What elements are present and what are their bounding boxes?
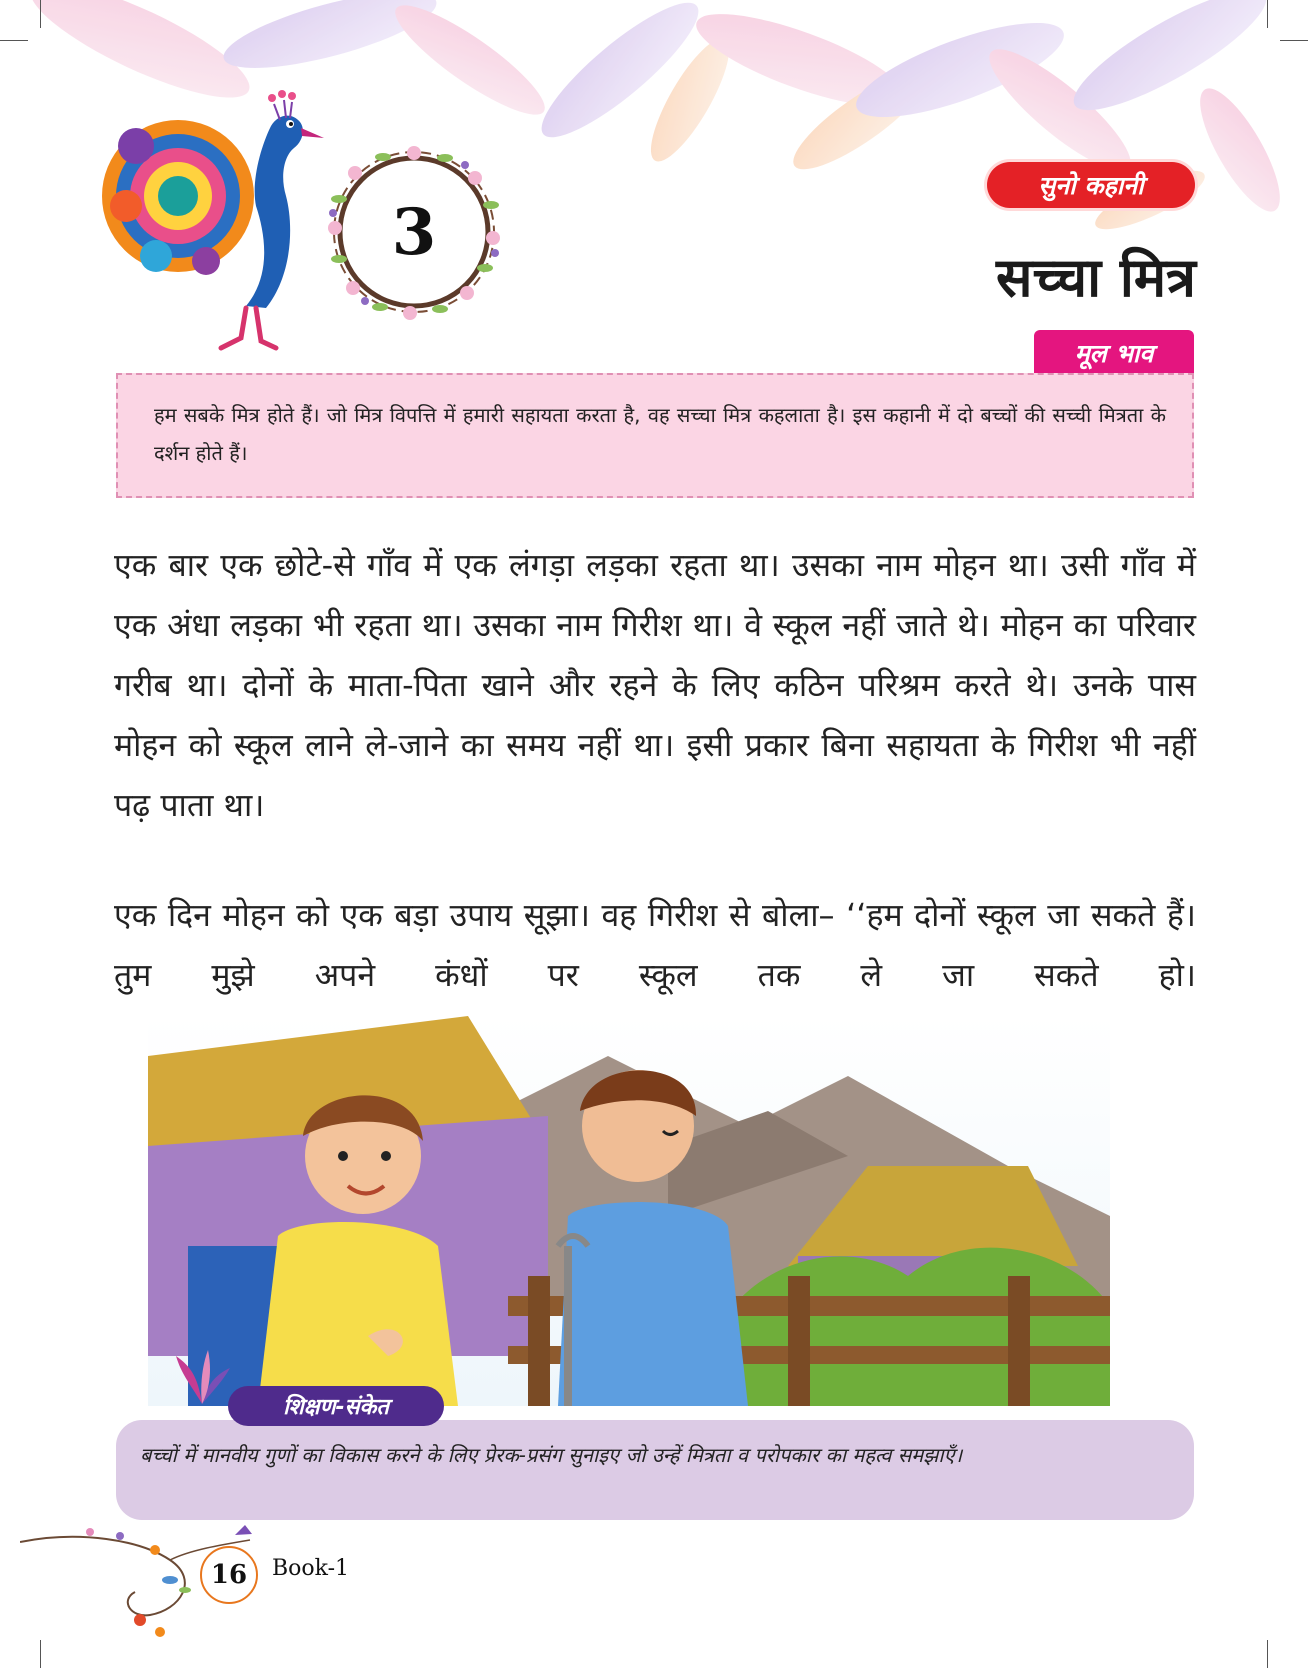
crop-mark	[1267, 1640, 1268, 1668]
story-body-continued	[114, 885, 1196, 1005]
teaching-hint-text: बच्चों में मानवीय गुणों का विकास करने के लिए प्रेरक-प्रसंग सुनाइए जो उन्हें मित्रता व परोपकार का महत्व समझाएँ।	[116, 1420, 1194, 1520]
page-number: 16	[200, 1546, 258, 1604]
chapter-number: 3	[391, 194, 437, 270]
teaching-hint-label: शिक्षण-संकेत	[228, 1386, 444, 1426]
flower-ornament-icon	[172, 1346, 232, 1406]
story-illustration	[148, 1016, 1110, 1406]
crop-mark	[40, 1640, 41, 1668]
chapter-title: सच्चा मित्र	[995, 246, 1196, 309]
category-label: सुनो कहानी	[987, 162, 1195, 208]
crop-mark	[0, 40, 28, 41]
story-paragraph: एक बार एक छोटे-से गाँव में एक लंगड़ा लड़का रहता था। उसका नाम मोहन था। उसी गाँव में एक अंधा लड़का भी रहता था। उसका नाम गिरीश था। वे स्कूल नहीं जाते थे। मोहन का परिवार गरीब था। दोनों के माता-पिता खाने और रहने के लिए कठिन परिश्रम करते थे। उनके पास मोहन को स्कूल लाने ले-जाने का समय नहीं था। इसी प्रकार बिना सहायता के गिरीश भी नहीं पढ़ पाता था।	[114, 546, 1196, 824]
crop-mark	[40, 0, 41, 28]
theme-text: हम सबके मित्र होते हैं। जो मित्र विपत्ति में हमारी सहायता करता है, वह सच्चा मित्र कहलाता है। इस कहानी में दो बच्चों की सच्ची मित्रता के दर्शन होते हैं।	[116, 373, 1194, 498]
theme-label: मूल भाव	[1034, 330, 1194, 376]
story-body	[114, 535, 1196, 835]
crop-mark	[1280, 40, 1308, 41]
crop-mark	[1267, 0, 1268, 28]
story-paragraph: एक दिन मोहन को एक बड़ा उपाय सूझा। वह गिरीश से बोला– ‘‘हम दोनों स्कूल जा सकते हैं। तुम मुझे अपने कंधों पर स्कूल तक ले जा सकते हो।	[114, 896, 1196, 994]
peacock-illustration	[96, 86, 328, 356]
book-label: Book-1	[272, 1556, 350, 1581]
